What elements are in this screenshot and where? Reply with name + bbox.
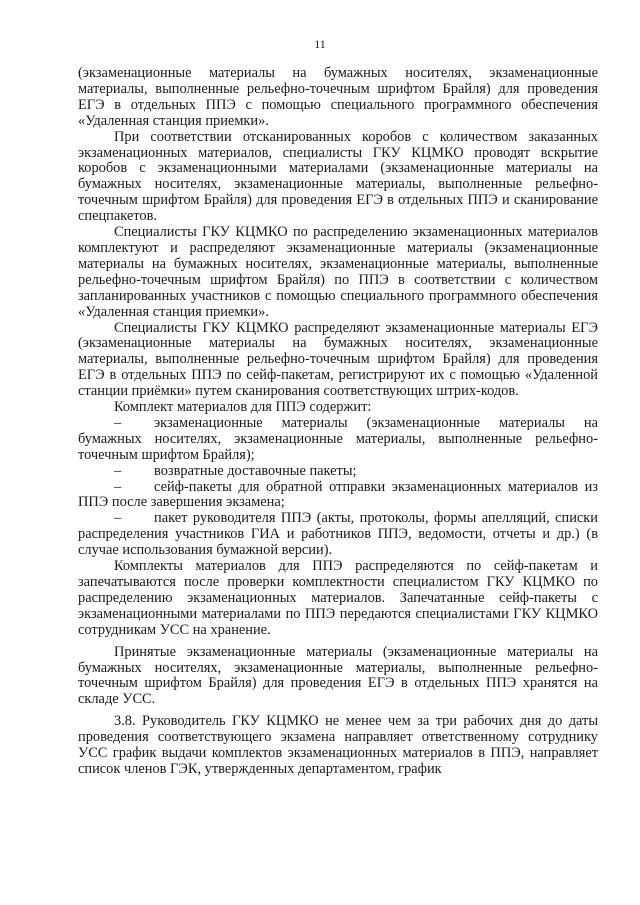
list-dash: – [114,462,122,479]
list-intro: Комплект материалов для ППЭ содержит: [114,399,372,416]
list-item-text: сейф-пакеты для обратной отправки экзаменационных материалов из ППЭ после завершения экзамена; [78,478,598,511]
document-body [78,66,598,778]
list-item-text: экзаменационные материалы (экзаменационные материалы на бумажных носителях, экзаменационные материалы, выполненные рельефно-точечным шрифтом Брайля); [78,414,598,463]
list-dash: – [114,510,122,527]
paragraph: Специалисты ГКУ КЦМКО распределяют экзаменационные материалы ЕГЭ (экзаменационные материалы на бумажных носителях, экзаменационные материалы, выполненные рельефно-точечным шрифтом Брайля) для проведения ЕГЭ в отдельных ППЭ по сейф-пакетам, регистрируют их с помощью «Удаленной станции приёмки» путем сканирования соответствующих штрих-кодов. [78,319,598,400]
paragraph: Комплекты материалов для ППЭ распределяются по сейф-пакетам и запечатываются после проверки комплектности специалистом ГКУ КЦМКО по распределению экзаменационных материалов. Запечатанные сейф-пакеты с экзаменационными материалами по ППЭ передаются специалистами ГКУ КЦМКО сотрудникам УСС на хранение. [78,558,598,638]
list-item [78,511,598,559]
list-item [78,416,598,464]
section-paragraph: 3.8. Руководитель ГКУ КЦМКО не менее чем за три рабочих дня до даты проведения соответствующего экзамена направляет ответственному сотруднику УСС график выдачи комплектов экзаменационных материалов в ППЭ, направляет список членов ГЭК, утвержденных департаментом, график [78,713,598,777]
paragraph: Принятые экзаменационные материалы (экзаменационные материалы на бумажных носителях, экзаменационные материалы, выполненные рельефно-точечным шрифтом Брайля) для проведения ЕГЭ в отдельных ППЭ хранятся на складе УСС. [78,643,598,708]
list-item [78,480,598,512]
paragraph: Специалисты ГКУ КЦМКО по распределению экзаменационных материалов комплектуют и распределяют экзаменационные материалы (экзаменационные материалы на бумажных носителях, экзаменационные материалы, выполненные рельефно-точечным шрифтом Брайля) по ППЭ в соответствии с количеством запланированных участников с помощью специального программного обеспечения «Удаленная станция приемки». [78,224,598,320]
paragraph: При соответствии отсканированных коробов с количеством заказанных экзаменационных материалов, специалисты ГКУ КЦМКО проводят вскрытие коробов с экзаменационными материалами (экзаменационные материалы на бумажных носителях, экзаменационные материалы, выполненные рельефно-точечным шрифтом Брайля) для проведения ЕГЭ в отдельных ППЭ и сканирование спецпакетов. [78,128,598,225]
list-dash: – [114,414,122,431]
list-item-text: пакет руководителя ППЭ (акты, протоколы, формы апелляций, списки распределения участников ГИА и работников ППЭ, ведомости, отчеты и др.) (в случае использования бумажной версии). [78,510,598,559]
page-number: 11 [314,37,326,51]
list-dash: – [114,478,122,495]
list-item-text: возвратные доставочные пакеты; [154,462,357,479]
paragraph: (экзаменационные материалы на бумажных носителях, экзаменационные материалы, выполненные рельефно-точечным шрифтом Брайля) для проведения ЕГЭ в отдельных ППЭ с помощью специального программного обеспечения «Удаленная станция приемки». [78,65,598,129]
list-item [78,464,598,480]
